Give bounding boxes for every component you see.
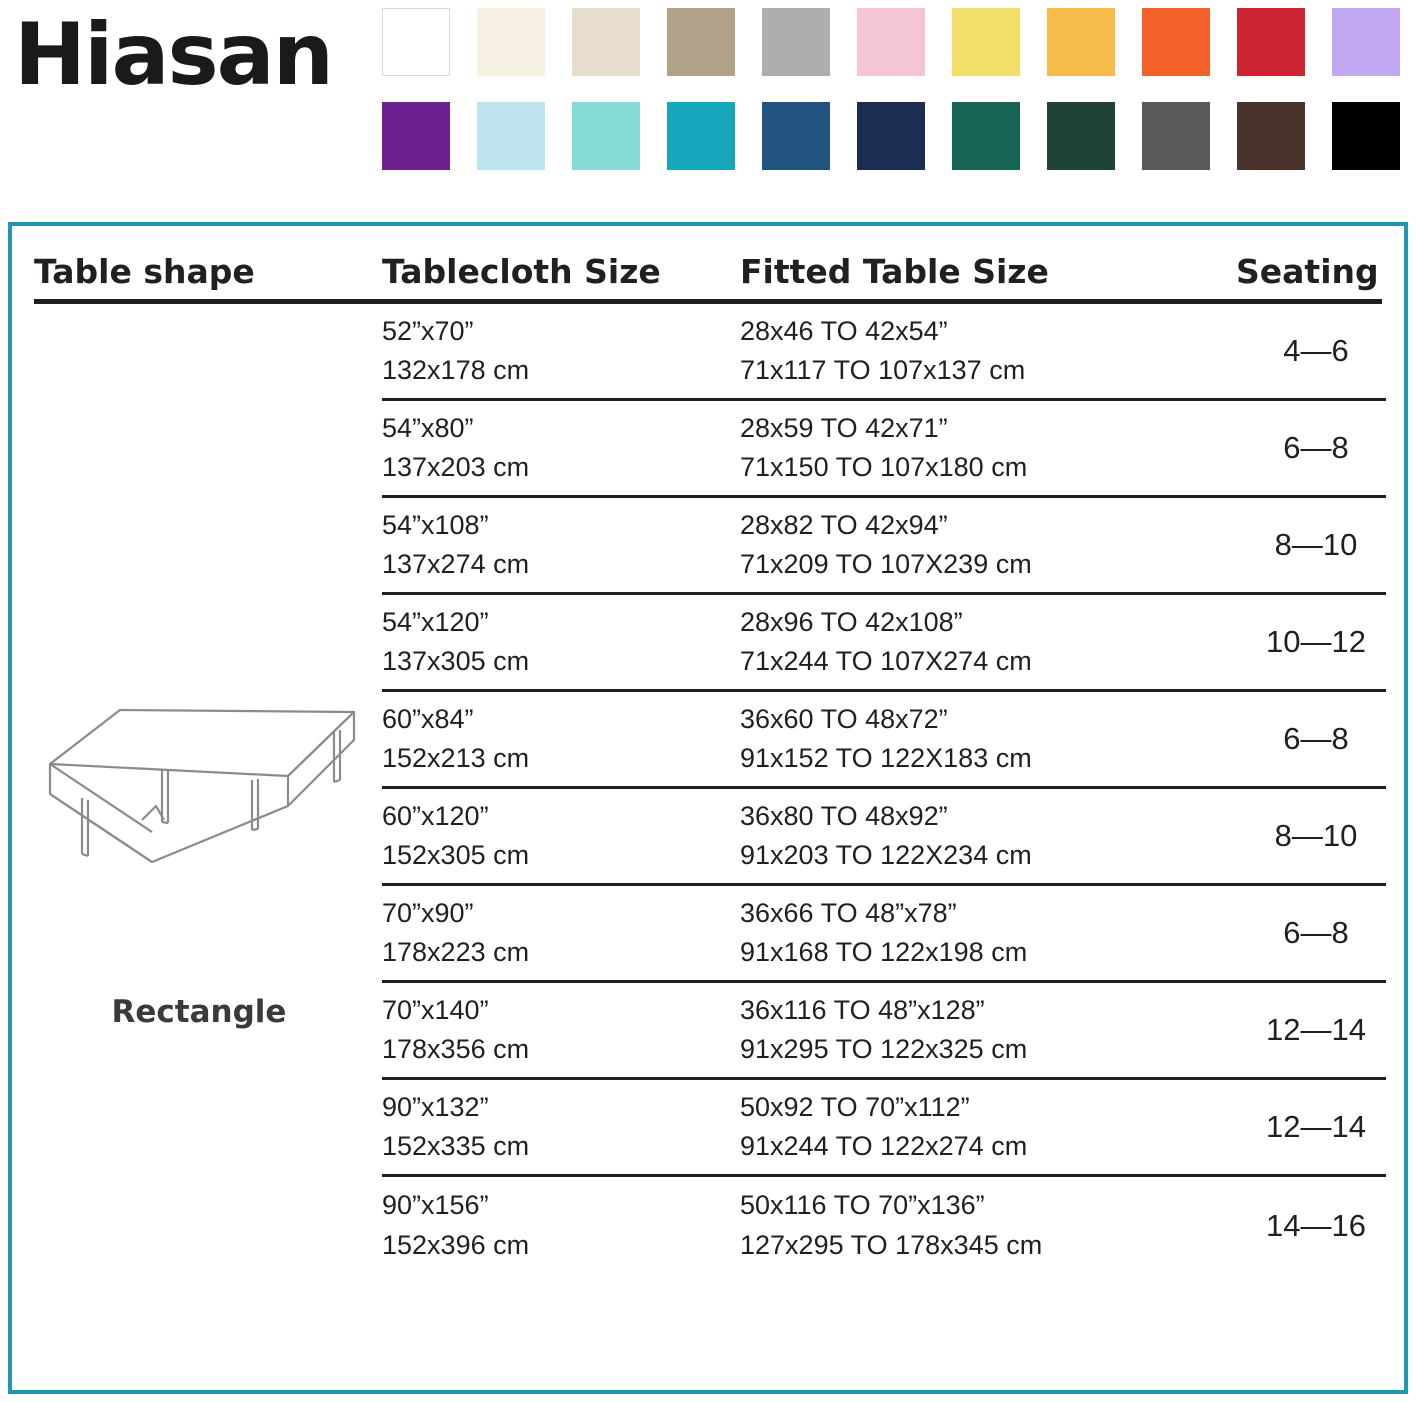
cell-fitted-table-size xyxy=(740,409,1236,487)
color-swatch-black[interactable] xyxy=(1332,102,1400,170)
color-swatch-red[interactable] xyxy=(1237,8,1305,76)
size-chart-frame xyxy=(8,222,1408,1394)
cell-fitted-table-size xyxy=(740,312,1236,390)
table-row xyxy=(382,789,1386,886)
table-row xyxy=(382,692,1386,789)
tablecloth-size-cm: 132x178 cm xyxy=(382,355,530,385)
cell-seating: 14—16 xyxy=(1266,1207,1366,1243)
color-swatch-charcoal-grey[interactable] xyxy=(1142,102,1210,170)
cell-fitted-table-size xyxy=(740,894,1236,972)
tablecloth-size-inches: 90”x132” xyxy=(382,1091,489,1122)
tablecloth-size-inches: 60”x120” xyxy=(382,800,489,831)
tablecloth-size-cm: 178x223 cm xyxy=(382,937,530,967)
header-tablecloth-size: Tablecloth Size xyxy=(382,252,661,291)
table-body xyxy=(34,304,1386,1274)
cell-seating: 6—8 xyxy=(1283,721,1349,756)
rectangle-table-illustration xyxy=(42,702,362,887)
tablecloth-size-cm: 137x305 cm xyxy=(382,646,530,676)
cell-tablecloth-size xyxy=(382,312,740,390)
tablecloth-size-inches: 54”x108” xyxy=(382,509,489,540)
tablecloth-size-inches: 70”x140” xyxy=(382,994,489,1025)
cell-tablecloth-size xyxy=(382,506,740,584)
color-swatch-orange[interactable] xyxy=(1142,8,1210,76)
tablecloth-size-inches: 54”x120” xyxy=(382,606,489,637)
color-swatch-gold[interactable] xyxy=(1047,8,1115,76)
tablecloth-size-cm: 152x305 cm xyxy=(382,840,530,870)
color-swatch-purple[interactable] xyxy=(382,102,450,170)
cell-tablecloth-size xyxy=(382,797,740,875)
size-chart-table xyxy=(34,252,1386,1372)
cell-fitted-table-size xyxy=(740,1088,1236,1166)
cell-tablecloth-size xyxy=(382,409,740,487)
tablecloth-size-cm: 137x274 cm xyxy=(382,549,530,579)
table-row xyxy=(382,304,1386,401)
table-header-row xyxy=(34,252,1386,297)
color-swatch-teal[interactable] xyxy=(667,102,735,170)
table-row xyxy=(382,401,1386,498)
table-row xyxy=(382,886,1386,983)
tablecloth-size-cm: 152x396 cm xyxy=(382,1229,530,1260)
color-swatch-area xyxy=(382,0,1400,170)
cell-seating: 12—14 xyxy=(1266,1109,1366,1144)
color-swatch-dark-brown[interactable] xyxy=(1237,102,1305,170)
tablecloth-size-cm: 137x203 cm xyxy=(382,452,530,482)
size-rows xyxy=(382,304,1386,1274)
table-row xyxy=(382,498,1386,595)
fitted-size-inches: 28x59 TO 42x71” xyxy=(740,412,948,443)
cell-seating: 8—10 xyxy=(1274,818,1358,853)
cell-seating: 8—10 xyxy=(1274,527,1358,562)
color-swatch-silver-grey[interactable] xyxy=(762,8,830,76)
cell-fitted-table-size xyxy=(740,1186,1236,1264)
color-swatch-forest-green[interactable] xyxy=(1047,102,1115,170)
color-swatch-light-pink[interactable] xyxy=(857,8,925,76)
header-fitted-table-size: Fitted Table Size xyxy=(740,252,1049,291)
color-swatch-hunter-green[interactable] xyxy=(952,102,1020,170)
tablecloth-size-inches: 90”x156” xyxy=(382,1190,489,1221)
cell-seating: 12—14 xyxy=(1266,1012,1366,1047)
fitted-size-inches: 36x66 TO 48”x78” xyxy=(740,897,957,928)
fitted-size-cm: 71x150 TO 107x180 cm xyxy=(740,452,1028,482)
cell-tablecloth-size xyxy=(382,1186,740,1264)
cell-tablecloth-size xyxy=(382,1088,740,1166)
fitted-size-cm: 91x152 TO 122X183 cm xyxy=(740,743,1032,773)
fitted-size-inches: 36x116 TO 48”x128” xyxy=(740,994,985,1025)
header-seating: Seating xyxy=(1236,252,1379,291)
cell-fitted-table-size xyxy=(740,700,1236,778)
tablecloth-size-inches: 52”x70” xyxy=(382,315,474,346)
cell-tablecloth-size xyxy=(382,603,740,681)
shape-label-rectangle: Rectangle xyxy=(111,994,287,1030)
fitted-size-cm: 91x203 TO 122X234 cm xyxy=(740,840,1032,870)
color-swatch-ivory[interactable] xyxy=(477,8,545,76)
table-row xyxy=(382,595,1386,692)
swatch-row-1 xyxy=(382,8,1400,76)
brand-logo: Hiasan xyxy=(14,5,332,105)
color-swatch-beige[interactable] xyxy=(572,8,640,76)
table-row xyxy=(382,1080,1386,1177)
color-swatch-taupe[interactable] xyxy=(667,8,735,76)
table-row xyxy=(382,983,1386,1080)
color-swatch-baby-blue[interactable] xyxy=(477,102,545,170)
cell-fitted-table-size xyxy=(740,797,1236,875)
fitted-size-cm: 91x168 TO 122x198 cm xyxy=(740,937,1028,967)
cell-fitted-table-size xyxy=(740,506,1236,584)
fitted-size-inches: 36x80 TO 48x92” xyxy=(740,800,948,831)
fitted-size-cm: 127x295 TO 178x345 cm xyxy=(740,1229,1043,1260)
fitted-size-inches: 50x116 TO 70”x136” xyxy=(740,1190,985,1221)
color-swatch-aqua[interactable] xyxy=(572,102,640,170)
fitted-size-inches: 36x60 TO 48x72” xyxy=(740,703,948,734)
tablecloth-size-cm: 152x335 cm xyxy=(382,1131,530,1161)
cell-seating: 10—12 xyxy=(1266,624,1366,659)
cell-tablecloth-size xyxy=(382,700,740,778)
header xyxy=(0,0,1416,190)
header-table-shape: Table shape xyxy=(34,252,255,291)
color-swatch-dark-navy[interactable] xyxy=(857,102,925,170)
tablecloth-size-cm: 152x213 cm xyxy=(382,743,530,773)
color-swatch-navy-blue[interactable] xyxy=(762,102,830,170)
table-row xyxy=(382,1177,1386,1274)
tablecloth-size-inches: 60”x84” xyxy=(382,703,474,734)
fitted-size-inches: 28x46 TO 42x54” xyxy=(740,315,948,346)
cell-seating: 4—6 xyxy=(1283,333,1349,368)
color-swatch-yellow[interactable] xyxy=(952,8,1020,76)
fitted-size-cm: 71x117 TO 107x137 cm xyxy=(740,355,1026,385)
tablecloth-size-inches: 70”x90” xyxy=(382,897,474,928)
fitted-size-cm: 91x295 TO 122x325 cm xyxy=(740,1034,1028,1064)
fitted-size-inches: 28x82 TO 42x94” xyxy=(740,509,948,540)
shape-column xyxy=(34,304,382,1274)
color-swatch-lavender[interactable] xyxy=(1332,8,1400,76)
cell-seating: 6—8 xyxy=(1283,430,1349,465)
fitted-size-cm: 71x209 TO 107X239 cm xyxy=(740,549,1032,579)
swatch-row-2 xyxy=(382,102,1400,170)
cell-fitted-table-size xyxy=(740,603,1236,681)
cell-fitted-table-size xyxy=(740,991,1236,1069)
tablecloth-size-inches: 54”x80” xyxy=(382,412,474,443)
fitted-size-cm: 71x244 TO 107X274 cm xyxy=(740,646,1032,676)
fitted-size-cm: 91x244 TO 122x274 cm xyxy=(740,1131,1028,1161)
cell-tablecloth-size xyxy=(382,894,740,972)
fitted-size-inches: 28x96 TO 42x108” xyxy=(740,606,963,637)
cell-seating: 6—8 xyxy=(1283,915,1349,950)
color-swatch-white[interactable] xyxy=(382,8,450,76)
fitted-size-inches: 50x92 TO 70”x112” xyxy=(740,1091,970,1122)
cell-tablecloth-size xyxy=(382,991,740,1069)
tablecloth-size-cm: 178x356 cm xyxy=(382,1034,530,1064)
